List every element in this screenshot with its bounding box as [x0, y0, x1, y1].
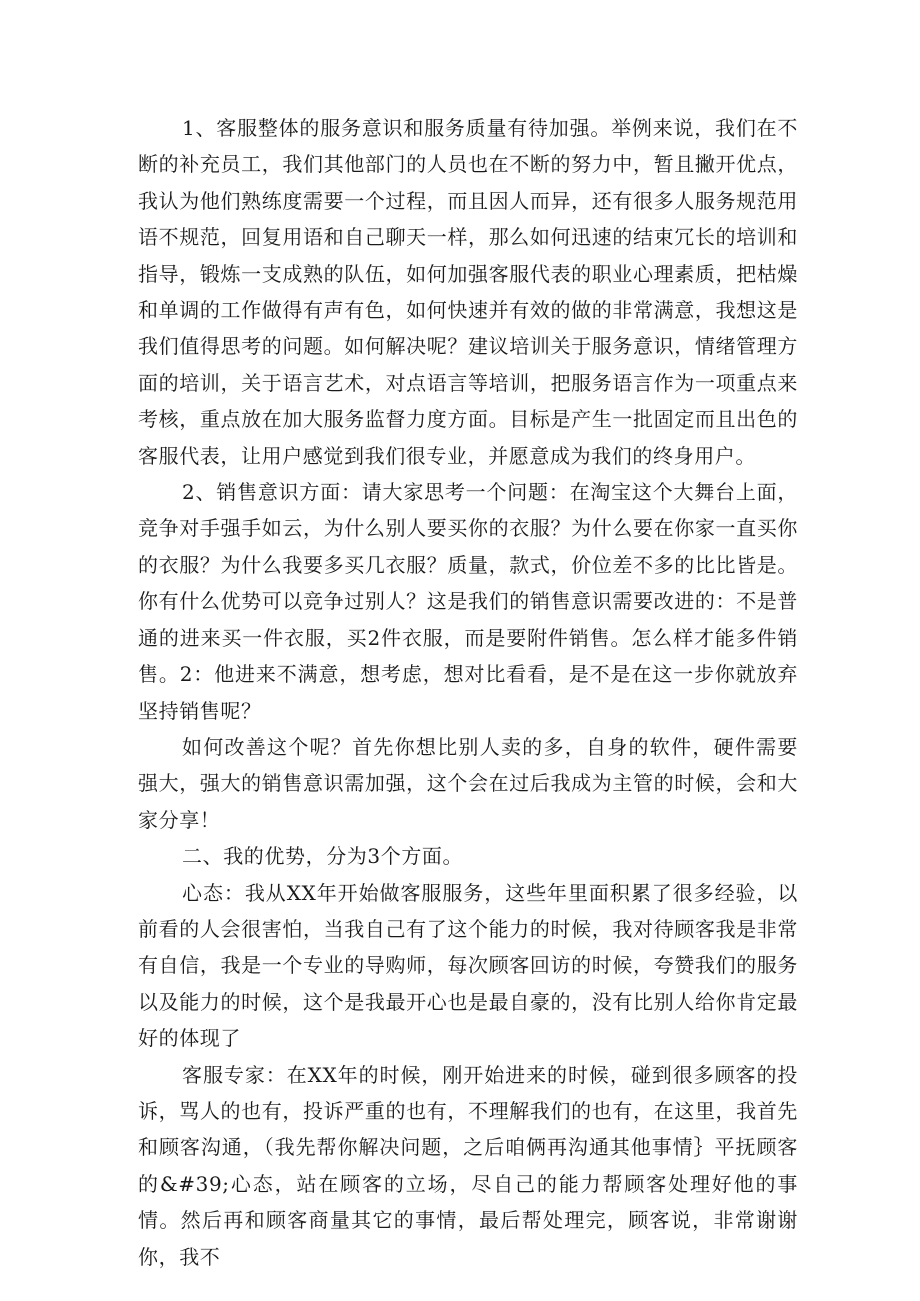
paragraph-service-quality: 1、客服整体的服务意识和服务质量有待加强。举例来说，我们在不断的补充员工，我们其他部门的人员也在不断的努力中，暂且撇开优点，我认为他们熟练度需要一个过程，而且因人而异，还有很多人服务规范用语不规范，回复用语和自己聊天一样，那么如何迅速的结束冗长的培训和指导，锻炼一支成熟的队伍，如何加强客服代表的职业心理素质，把枯燥和单调的工作做得有声有色，如何快速并有效的做的非常满意，我想这是我们值得思考的问题。如何解决呢？建议培训关于服务意识，情绪管理方面的培训，关于语言艺术，对点语言等培训，把服务语言作为一项重点来考核，重点放在加大服务监督力度方面。目标是产生一批固定而且出色的客服代表，让用户感觉到我们很专业，并愿意成为我们的终身用户。 [138, 116, 798, 468]
paragraph-service-expert: 客服专家：在XX年的时候，刚开始进来的时候，碰到很多顾客的投诉，骂人的也有，投诉严重的也有，不理解我们的也有，在这里，我首先和顾客沟通，（我先帮你解决问题，之后咱俩再沟通其他事情｝平抚顾客的&#39;心态，站在顾客的立场，尽自己的能力帮顾客处理好他的事情。然后再和顾客商量其它的事情，最后帮处理完，顾客说，非常谢谢你，我不 [138, 1062, 798, 1269]
document-body [138, 110, 798, 1275]
paragraph-sales-awareness: 2、销售意识方面：请大家思考一个问题：在淘宝这个大舞台上面，竞争对手强手如云，为什么别人要买你的衣服？为什么要在你家一直买你的衣服？为什么我要多买几衣服？质量，款式，价位差不多的比比皆是。你有什么优势可以竞争过别人？这是我们的销售意识需要改进的：不是普通的进来买一件衣服，买2件衣服，而是要附件销售。怎么样才能多件销售。2：他进来不满意，想考虑，想对比看看，是不是在这一步你就放弃坚持销售呢？ [138, 480, 798, 723]
paragraph-mindset: 心态：我从XX年开始做客服服务，这些年里面积累了很多经验，以前看的人会很害怕，当我自己有了这个能力的时候，我对待顾客我是非常有自信，我是一个专业的导购师，每次顾客回访的时候，夸赞我们的服务以及能力的时候，这个是我最开心也是最自豪的，没有比别人给你肯定最好的体现了 [138, 880, 798, 1051]
paragraph-my-advantages: 二、我的优势，分为3个方面。 [182, 844, 464, 869]
paragraph-how-to-improve: 如何改善这个呢？首先你想比别人卖的多，自身的软件，硬件需要强大，强大的销售意识需加强，这个会在过后我成为主管的时候，会和大家分享！ [138, 734, 798, 832]
